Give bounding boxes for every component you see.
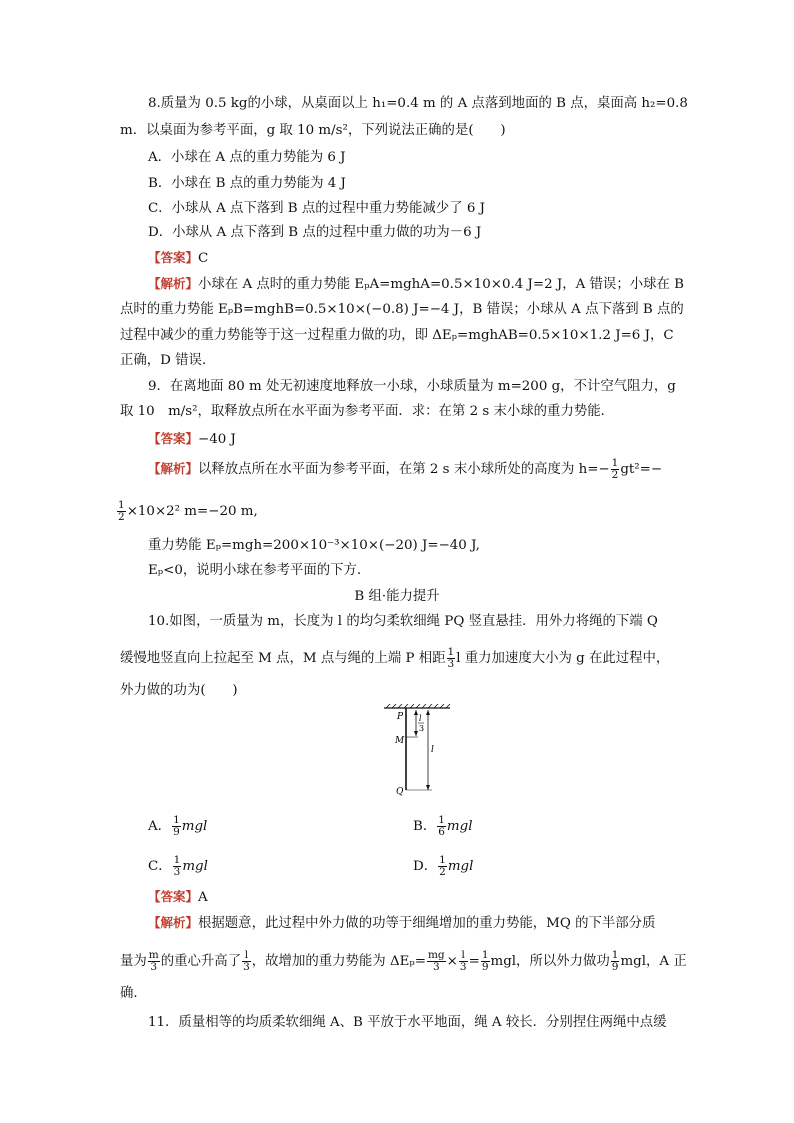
answer-label: 【答案】 — [148, 250, 199, 265]
q8-option-d: D．小球从 A 点下落到 B 点的过程中重力做的功为－6 J — [148, 225, 482, 240]
q8-analysis-4: 正确，D 错误． — [120, 353, 216, 368]
q9-analysis-2 — [116, 500, 258, 523]
q9-analysis-1 — [148, 458, 662, 481]
q9-line1: 9．在离地面 80 m 处无初速度地释放一小球，小球质量为 m=200 g，不计空气阻力，g — [148, 379, 676, 394]
q8-analysis-1 — [148, 275, 684, 294]
q10-analysis-3: 确． — [120, 986, 147, 1001]
q10-option-c: C． $\frac{1}{3}$ mgl — [148, 854, 208, 878]
q10-option-a: A． $\frac{1}{9}$ mgl — [148, 814, 208, 838]
q9-analysis-3: 重力势能 Eₚ=mgh=200×10⁻³×10×(−20) J=−40 J, — [148, 538, 480, 553]
q8-line2: m．以桌面为参考平面，g 取 10 m/s²，下列说法正确的是( ) — [120, 123, 506, 138]
q10-option-d: D． $\frac{1}{2}$ mgl — [413, 854, 474, 878]
analysis-text-end: gt²=− — [620, 462, 663, 477]
fraction: $\frac{1}{2}$ — [611, 457, 619, 481]
label-l3-num: l — [419, 714, 422, 723]
answer-label: 【答案】 — [148, 889, 199, 904]
analysis-text: 根据题意，此过程中外力做的功等于细绳增加的重力势能，MQ 的下半部分质 — [198, 916, 656, 931]
q10-line2-text: 缓慢地竖直向上拉起至 M 点，M 点与绳的上端 P 相距 — [120, 651, 446, 666]
answer-value: −40 J — [198, 432, 236, 447]
label-l3-den: 3 — [419, 724, 425, 733]
q10-line3: 外力做的功为( ) — [120, 683, 238, 698]
q10-line2-text-end: l 重力加速度大小为 g 在此过程中， — [456, 651, 670, 666]
q10-line2 — [120, 647, 669, 670]
analysis-label: 【解析】 — [148, 276, 199, 291]
q10-answer — [148, 888, 208, 907]
label-l: l — [431, 745, 434, 755]
q10-line1: 10.如图，一质量为 m，长度为 l 的均匀柔软细绳 PQ 竖直悬挂．用外力将绳的下端 Q — [148, 614, 658, 629]
q10-analysis-2: 量为 $\frac{m}{3}$ 的重心升高了 $\frac{l}{3}$ ，故增加的重力势能为 ΔEₚ= $\frac{mg}{3}$ × $\frac{l}{3}$ = $\frac{1}{9}$ mgl，所以外力做功 $\frac{1}{9}$ mgl，A 正 — [120, 949, 687, 973]
label-p: P — [397, 712, 404, 722]
q8-analysis-3: 过程中减少的重力势能等于这一过程重力做的功，即 ΔEₚ=mghAB=0.5×10×1.2 J=6 J，C — [120, 328, 674, 343]
analysis-label: 【解析】 — [148, 461, 199, 476]
q10-option-b: B． $\frac{1}{6}$ mgl — [413, 814, 473, 838]
q8-option-a: A．小球在 A 点的重力势能为 6 J — [148, 150, 346, 165]
answer-value: C — [198, 251, 209, 266]
analysis-text: ×10×2² m=−20 m, — [126, 504, 258, 519]
q9-line2: 取 10 m/s²，取释放点所在水平面为参考平面．求：在第 2 s 末小球的重力势能． — [120, 404, 615, 419]
answer-value: A — [198, 890, 208, 905]
q9-analysis-4: Eₚ<0，说明小球在参考平面的下方． — [148, 563, 371, 578]
analysis-label: 【解析】 — [148, 915, 199, 930]
q8-option-b: B．小球在 B 点的重力势能为 4 J — [148, 176, 346, 191]
fraction: $\frac{1}{2}$ — [118, 499, 125, 523]
q8-analysis-2: 点时的重力势能 EₚB=mghB=0.5×10×(−0.8) J=−4 J，B 错误；小球从 A 点下落到 B 点的 — [120, 302, 684, 317]
q8-answer — [148, 249, 208, 268]
rope-figure — [378, 704, 458, 798]
analysis-text: 小球在 A 点时的重力势能 EₚA=mghA=0.5×10×0.4 J=2 J，A 错误；小球在 B — [198, 277, 684, 292]
answer-label: 【答案】 — [148, 431, 199, 446]
q8-option-c: C．小球从 A 点下落到 B 点的过程中重力势能减少了 6 J — [148, 201, 485, 216]
fraction: $\frac{1}{3}$ — [447, 646, 455, 670]
section-title: B 组·能力提升 — [354, 589, 440, 604]
q8-line1: 8.质量为 0.5 kg的小球，从桌面以上 h₁=0.4 m 的 A 点落到地面的 B 点，桌面高 h₂=0.8 — [148, 96, 688, 111]
q11-line1: 11．质量相等的均质柔软细绳 A、B 平放于水平地面，绳 A 较长．分别捏住两绳中点缓 — [148, 1015, 667, 1030]
analysis-text: 以释放点所在水平面为参考平面，在第 2 s 末小球所处的高度为 h=− — [198, 462, 610, 477]
q10-analysis-1 — [148, 914, 655, 933]
label-q: Q — [396, 787, 404, 797]
label-m: M — [395, 736, 405, 746]
q9-answer — [148, 430, 236, 449]
